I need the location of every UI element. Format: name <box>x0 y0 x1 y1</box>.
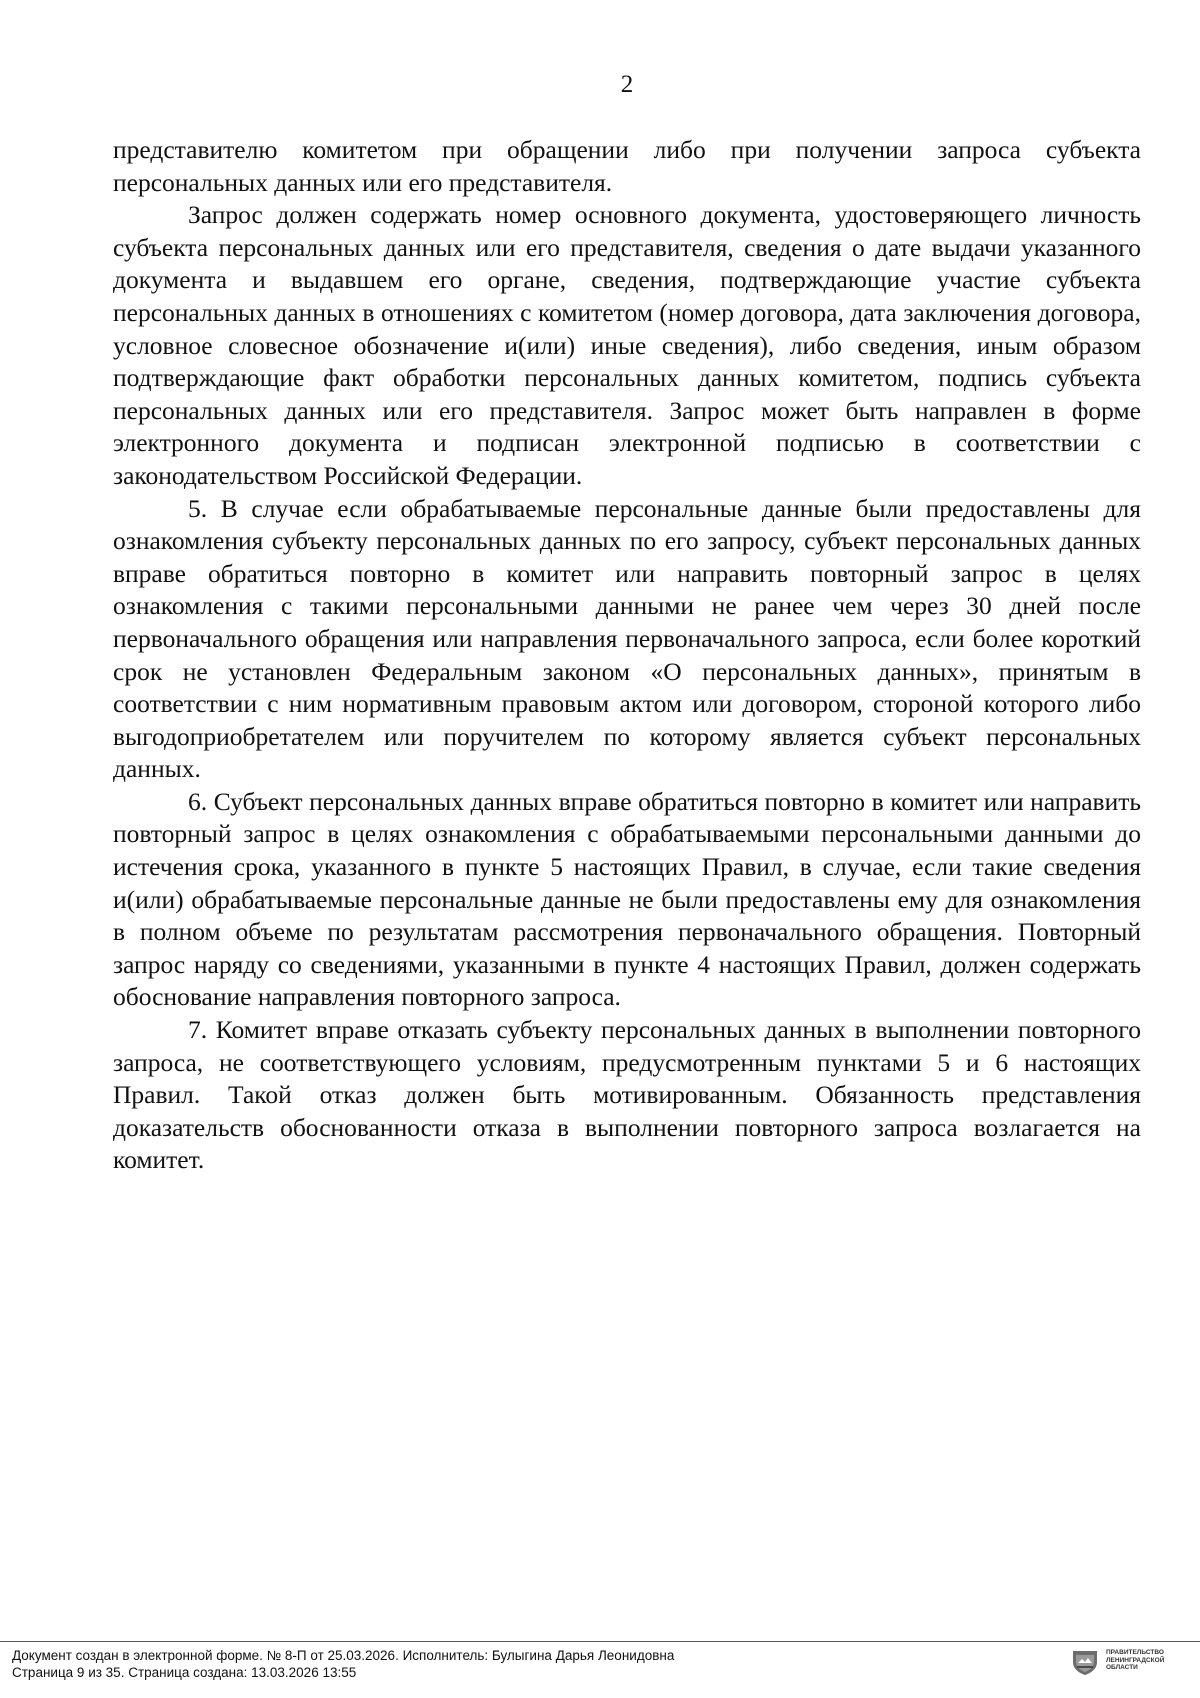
paragraph-item-5: 5. В случае если обрабатываемые персональные данные были предоставлены для ознакомления субъекту персональных данных по его запросу, субъект персональных данных вправе обратиться повторно в комитет или направить повторный запрос в целях ознакомления с такими персональными данными не ранее чем через 30 дней после первоначального обращения или направления первоначального запроса, если более короткий срок не установлен Федеральным законом «О персональных данных», принятым в соответствии с ним нормативным правовым актом или договором, стороной которого либо выгодоприобретателем или поручителем по которому является субъект персональных данных. <box>113 493 1141 784</box>
footer-info <box>12 1647 674 1681</box>
footer-divider <box>0 1641 1200 1642</box>
page-number: 2 <box>620 71 634 98</box>
coat-of-arms-icon <box>1070 1648 1100 1676</box>
paragraph-continuation: представителю комитетом при обращении либо при получении запроса субъекта персональных данных или его представителя. <box>113 135 1141 197</box>
paragraph-request-contents: Запрос должен содержать номер основного документа, удостоверяющего личность субъекта персональных данных или его представителя, сведения о дате выдачи указанного документа и выдавшем его органе, сведения, подтверждающие участие субъекта персональных данных в отношениях с комитетом (номер договора, дата заключения договора, условное словесное обозначение и(или) иные сведения), либо сведения, иным образом подтверждающие факт обработки персональных данных комитетом, подпись субъекта персональных данных или его представителя. Запрос может быть направлен в форме электронного документа и подписан электронной подписью в соответствии с законодательством Российской Федерации. <box>113 200 1141 490</box>
footer-document-info: Документ создан в электронной форме. № 8-П от 25.03.2026. Исполнитель: Булыгина Дарья Леонидовна <box>12 1648 675 1663</box>
footer-page-info: Страница 9 из 35. Страница создана: 13.03.2026 13:55 <box>12 1665 357 1680</box>
government-name: ПРАВИТЕЛЬСТВО ЛЕНИНГРАДСКОЙ ОБЛАСТИ <box>1106 1649 1165 1671</box>
paragraph-item-7: 7. Комитет вправе отказать субъекту персональных данных в выполнении повторного запроса, не соответствующего условиям, предусмотренным пунктами 5 и 6 настоящих Правил. Такой отказ должен быть мотивированным. Обязанность представления доказательств обоснованности отказа в выполнении повторного запроса возлагается на комитет. <box>113 1015 1141 1175</box>
document-body <box>113 134 1141 1177</box>
paragraph-item-6: 6. Субъект персональных данных вправе обратиться повторно в комитет или направить повторный запрос в целях ознакомления с обрабатываемыми персональными данными до истечения срока, указанного в пункте 5 настоящих Правил, в случае, если такие сведения и(или) обрабатываемые персональные данные не были предоставлены ему для ознакомления в полном объеме по результатам рассмотрения первоначального обращения. Повторный запрос наряду со сведениями, указанными в пункте 4 настоящих Правил, должен содержать обоснование направления повторного запроса. <box>113 786 1141 1012</box>
